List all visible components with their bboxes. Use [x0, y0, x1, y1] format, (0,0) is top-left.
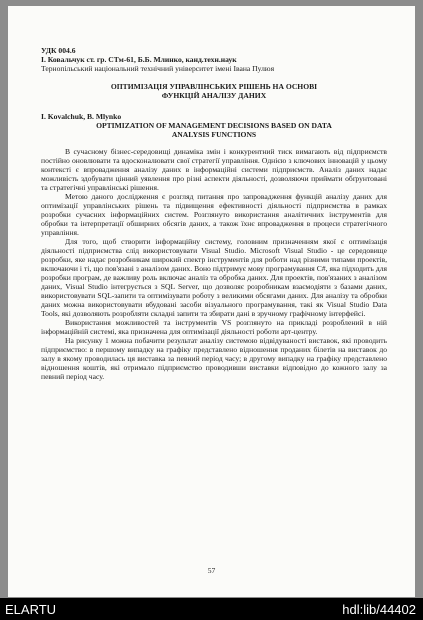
title-uk-line: ОПТИМІЗАЦІЯ УПРАВЛІНСЬКИХ РІШЕНЬ НА ОСНОВІ [110, 82, 318, 91]
authors-english: I. Kovalchuk, B. Mlynko [41, 112, 122, 121]
affiliation: Тернопільський національний технічний університет імені Івана Пулюя [41, 64, 275, 73]
document-page [8, 6, 415, 597]
repository-name: ELARTU [5, 602, 57, 617]
authors-line: І. Ковальчук ст. гр. СТм-61, Б.Б. Млинко, канд.техн.наук [41, 55, 237, 64]
udk-code: УДК 004.6 [41, 46, 76, 55]
body-paragraph: Використання можливостей та інструментів VS розглянуто на прикладі розроблений в ній інформаційній системі, яка призначена для оптимізації діяльності роботи арт-центру. [41, 318, 387, 336]
page-content [41, 46, 387, 381]
title-en-line: ANALYSIS FUNCTIONS [171, 130, 257, 139]
title-uk-line: ФУНКЦІЙ АНАЛІЗУ ДАНИХ [161, 91, 267, 100]
body-paragraph: На рисунку 1 можна побачити результат аналізу системою відвідуваності виставок, які проводить підприємство: в першому випадку на графіку представлено відношення проданих білетів на виставок до залу в якому проводилась ця виставка за певний період часу; в другому випадку на графіку представлено відношення коштів, які отримало підприємство проводивши виставки відповідно до кожного залу за певний період часу. [41, 336, 387, 381]
body-paragraph: Для того, щоб створити інформаційну систему, головним призначенням якої є оптимізація діяльності підприємства слід використовувати Visual Studio. Microsoft Visual Studio - це середовище розробки, яке надає розробникам широкий спектр інструментів для роботи над різними типами проектів, включаючи і ті, що пов'язані з аналізом даних. Воно підтримує мову програмування C#, яка підходить для розробки програм, де важливу роль включає аналіз та обробка даних. Для проектів, пов'язаних з аналізом даних, Visual Studio інтегрується з SQL Server, що дозволяє розробникам взаємодіяти з базами даних, використовувати SQL-запити та оптимізувати роботу з великими обсягами даних. Для аналізу та обробки даних можна використовувати вбудовані засоби візуального програмування, такі як Visual Studio Data Tools, які дозволяють розробляти складні запити та збирати дані в зручному графічному інтерфейсі. [41, 237, 387, 318]
body-paragraph: В сучасному бізнес-середовищі динаміка змін і конкурентний тиск вимагають від підприємств постійно оновлювати та вдосконалювати свої стратегії управління. Однією з ключових інновацій у цьому контексті є впровадження аналізу даних в інформаційні системи підприємств. Аналіз даних надає можливість здобувати цінний уявлення про різні аспекти діяльності, дозволяючи приймати обґрунтовані та стратегічні управлінські рішення. [41, 147, 387, 192]
body-paragraph: Метою даного дослідження є розгляд питання про запровадження функцій аналізу даних для оптимізації управлінських рішень та підвищення ефективності діяльності підприємства в рамках розробки сучасних інформаційних систем. Розглянуто використання аналітичних інструментів для обробки та інтерпретації обширних обсягів даних, а також їхнє впровадження в процеси стратегічного управління. [41, 192, 387, 237]
page-number: 57 [207, 566, 216, 575]
title-en-line: OPTIMIZATION OF MANAGEMENT DECISIONS BASED ON DATA [96, 121, 332, 130]
title-english [41, 121, 387, 139]
handle-identifier: hdl:lib/44402 [342, 602, 416, 617]
repository-footer-bar [0, 598, 423, 620]
title-ukrainian [41, 82, 387, 100]
